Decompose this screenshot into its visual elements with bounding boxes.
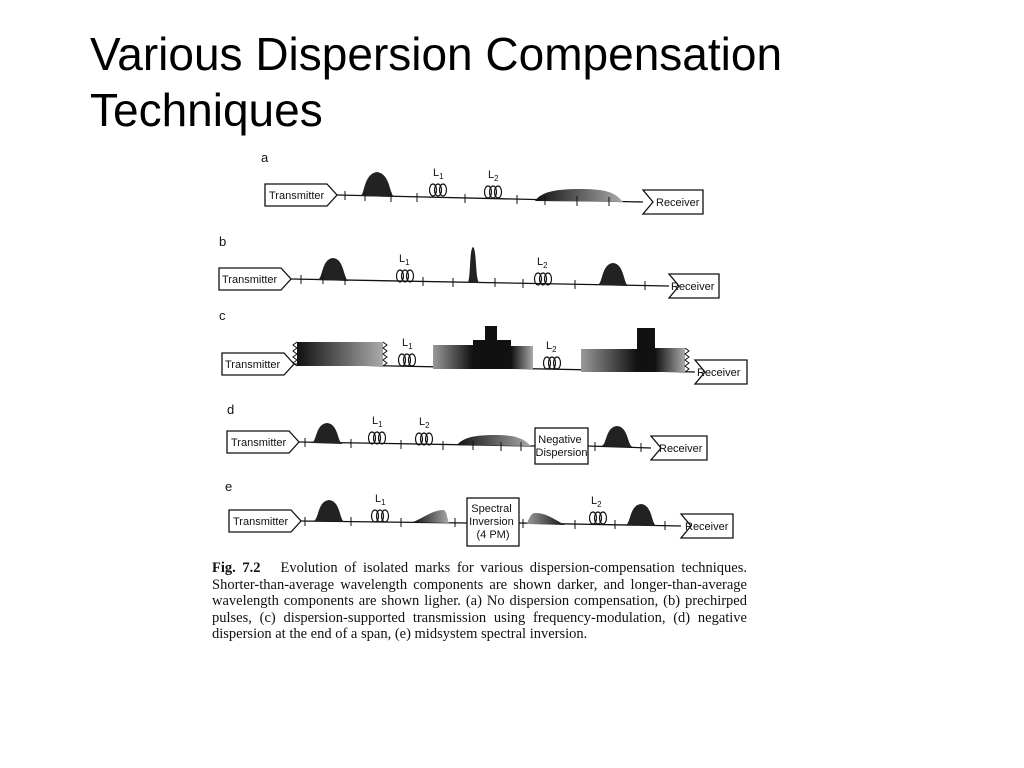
- panel-c: [219, 308, 747, 384]
- coil-a-1: [430, 184, 447, 196]
- coil-label-d-2: $L_2$: [419, 416, 430, 430]
- coil-e-2: [590, 512, 607, 524]
- pulse-b-3: [597, 263, 629, 286]
- panel-b: [219, 234, 719, 298]
- coil-label-a-2: $L_2$: [488, 169, 499, 183]
- panel-label-d: d: [227, 402, 235, 417]
- coil-c-1: [399, 354, 416, 366]
- coil-label-d-1: $L_1$: [372, 415, 383, 429]
- panel-label-e: e: [225, 479, 233, 494]
- coil-d-1: [369, 432, 386, 444]
- pulse-d-2: [457, 435, 531, 446]
- fm-spike-c-2: [473, 326, 511, 369]
- figure-caption: [212, 560, 747, 643]
- negative-dispersion-line-2: Dispersion: [535, 447, 588, 459]
- coil-label-c-1: $L_1$: [402, 337, 413, 351]
- slide-title: Various Dispersion Compensation Techniques: [90, 28, 783, 136]
- receiver-label-d: Receiver: [659, 443, 703, 455]
- negative-dispersion-line-1: Negative: [538, 434, 582, 446]
- coil-label-b-2: $L_2$: [537, 256, 548, 270]
- pulse-d-3: [601, 426, 633, 447]
- transmitter-label-b: Transmitter: [222, 274, 278, 286]
- pulse-b-1: [317, 258, 349, 281]
- pulse-e-4: [625, 504, 657, 526]
- coil-label-b-1: $L_1$: [399, 253, 410, 267]
- pulse-d-1: [311, 423, 343, 444]
- fm-block-c-2: [433, 345, 473, 369]
- panel-e: [225, 479, 733, 546]
- caption-text: Evolution of isolated marks for various dispersion-compensation techniques. Shorter-than-average wavelength components are shown darker, and longer-than-average wavelength components are shown ligher. (a) No dispersion compensation, (b) prechirped pulses, (c) dispersion-supported transmission using frequency-modulation, (d) negative dispersion at the end of a span, (e) midsystem spectral inversion.: [212, 560, 747, 642]
- panel-label-a: a: [261, 150, 269, 165]
- coil-label-e-1: $L_1$: [375, 493, 386, 507]
- receiver-label-a: Receiver: [656, 197, 700, 209]
- transmitter-label-a: Transmitter: [269, 190, 325, 202]
- figure-diagram: [205, 148, 765, 558]
- coil-label-a-1: $L_1$: [433, 167, 444, 181]
- panel-a: [261, 150, 703, 214]
- coil-c-2: [544, 357, 561, 369]
- receiver-label-e: Receiver: [685, 521, 729, 533]
- panel-label-c: c: [219, 308, 226, 323]
- coil-d-2: [416, 433, 433, 445]
- spectral-inversion-line-3: (4 PM): [476, 529, 510, 541]
- coil-b-1: [397, 270, 414, 282]
- caption-label: Fig. 7.2: [212, 560, 261, 576]
- fm-edge-c-3: [685, 348, 689, 372]
- fm-edge-c-1a: [293, 342, 297, 366]
- negative-dispersion-label: [536, 434, 588, 459]
- transmitter-label-e: Transmitter: [233, 516, 289, 528]
- panel-d: [227, 402, 707, 464]
- transmitter-label-d: Transmitter: [231, 437, 287, 449]
- pulse-a-2: [535, 189, 623, 202]
- coil-label-e-2: $L_2$: [591, 495, 602, 509]
- spectral-inversion-line-1: Spectral: [471, 503, 512, 515]
- fm-edge-c-1b: [383, 342, 387, 366]
- dispersion-figure: [205, 148, 765, 558]
- spectral-inversion-line-2: Inversion: [469, 516, 514, 528]
- fm-tail-c-3: [655, 348, 685, 372]
- receiver-label-b: Receiver: [671, 281, 715, 293]
- pulse-e-1: [313, 500, 345, 522]
- fm-spike-c-3: [637, 328, 655, 372]
- panel-label-b: b: [219, 234, 227, 249]
- fm-block-c-3: [581, 349, 637, 372]
- coil-a-2: [485, 186, 502, 198]
- pulse-b-2: [467, 247, 480, 283]
- transmitter-label-c: Transmitter: [225, 359, 281, 371]
- fm-block-c-1: [297, 342, 383, 366]
- pulse-e-2: [413, 510, 449, 523]
- coil-label-c-2: $L_2$: [546, 340, 557, 354]
- receiver-label-c: Receiver: [697, 367, 741, 379]
- fm-tail-c-2: [511, 346, 533, 369]
- coil-e-1: [372, 510, 389, 522]
- pulse-e-3: [527, 513, 565, 525]
